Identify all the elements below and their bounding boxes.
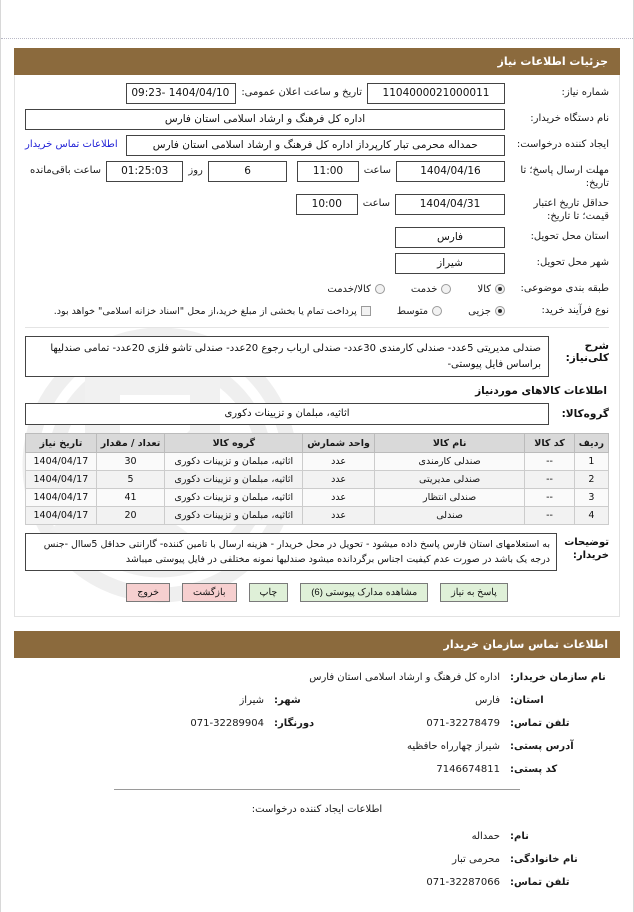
row-delivery-city: [25, 253, 609, 275]
cell-unit: عدد: [303, 489, 375, 507]
cell-name: صندلی: [374, 507, 524, 525]
th-name: نام کالا: [374, 434, 524, 453]
row-delivery-province: [25, 227, 609, 249]
radio-category-goods-service[interactable]: [327, 284, 385, 295]
reply-deadline-label: مهلت ارسال پاسخ؛ تا تاریخ:: [520, 165, 609, 189]
public-announce-value: 1404/04/10 -09:23: [126, 83, 236, 104]
creator-first-name-label: نام:: [510, 831, 529, 843]
row-contact-postal: [14, 764, 620, 775]
radio-medium-label: متوسط: [396, 305, 429, 317]
cell-group: اثاثیه، مبلمان و تزیینات دکوری: [165, 471, 303, 489]
th-group: گروه کالا: [165, 434, 303, 453]
print-button[interactable]: چاپ: [249, 583, 289, 602]
radio-minor-label: جزیی: [468, 305, 491, 317]
row-contact-phone-fax: [14, 718, 620, 729]
need-details-panel: [14, 75, 620, 617]
row-price-validity: [25, 194, 609, 223]
radio-service-label: خدمت: [410, 283, 438, 295]
goods-table: [25, 433, 609, 525]
creator-phone-label: تلفن تماس:: [510, 877, 570, 889]
contact-address-value: شیراز چهارراه حافظیه: [407, 741, 500, 753]
radio-purchase-minor[interactable]: [468, 306, 505, 317]
table-row[interactable]: [26, 489, 609, 507]
cell-date: 1404/04/17: [26, 453, 97, 471]
category-label: طبقه بندی موضوعی:: [520, 282, 609, 294]
need-summary-label: شرح کلی‌نیاز:: [565, 340, 609, 364]
page-title: جزئیات اطلاعات نیاز: [497, 55, 608, 68]
need-summary-value: صندلی مدیریتی 5عدد- صندلی کارمندی 30عدد- صندلی ارباب رجوع 20عدد- صندلی تاشو فلزی 20عدد- تمامی صندلیها براساس فایل پیوستی-: [25, 336, 549, 377]
th-qty: تعداد / مقدار: [96, 434, 165, 453]
delivery-city-label: شهر محل تحویل:: [536, 257, 609, 268]
cell-name: صندلی مدیریتی: [374, 471, 524, 489]
contact-divider: [114, 789, 520, 790]
radio-category-goods[interactable]: [477, 284, 505, 295]
price-validity-time-label: ساعت: [362, 198, 390, 209]
row-creator-first-name: [14, 831, 620, 842]
cell-group: اثاثیه، مبلمان و تزیینات دکوری: [165, 453, 303, 471]
radio-service-icon: [441, 284, 451, 294]
contact-section-title: اطلاعات تماس سازمان خریدار: [443, 638, 608, 652]
page-title-bar: [14, 48, 620, 75]
creator-first-name-value: حمداله: [471, 831, 500, 843]
cell-date: 1404/04/17: [26, 489, 97, 507]
reply-deadline-date: 1404/04/16: [396, 161, 505, 182]
th-code: کد کالا: [525, 434, 574, 453]
row-buyer-notes: [25, 533, 609, 571]
cell-row: 1: [574, 453, 608, 471]
cell-name: صندلی کارمندی: [374, 453, 524, 471]
radio-goods-label: کالا: [477, 283, 491, 295]
cell-qty: 20: [96, 507, 165, 525]
view-attachments-button[interactable]: مشاهده مدارک پیوستی (6): [300, 583, 428, 602]
radio-purchase-medium[interactable]: [397, 306, 442, 317]
contact-city-label: شهر:: [274, 695, 301, 707]
row-need-summary: [25, 336, 609, 377]
cell-row: 3: [574, 489, 608, 507]
remaining-days-value: 6: [208, 161, 287, 182]
buyer-contact-link[interactable]: اطلاعات تماس خریدار: [25, 139, 118, 150]
delivery-province-value: فارس: [395, 227, 505, 248]
public-announce-label: تاریخ و ساعت اعلان عمومی:: [241, 87, 362, 98]
buyer-org-value: اداره کل فرهنگ و ارشاد اسلامی استان فارس: [25, 109, 505, 130]
row-contact-org: [14, 672, 620, 683]
radio-goods-icon: [495, 284, 505, 294]
remaining-days-unit: روز: [188, 165, 203, 176]
cell-row: 4: [574, 507, 608, 525]
cell-qty: 5: [96, 471, 165, 489]
contact-province-label: استان:: [510, 695, 544, 707]
buyer-notes-value: به استعلامهای استان فارس پاسخ داده میشود - تحویل در محل خریدار - هزینه ارسال با تامین کننده- گارانتی حداقل 5ساال -جنس درجه یک باشد در صورت عدم کیفیت اجناس برگردانده میشود صندلیها نمونه مختلفی در فایل پیوستی میباشد: [25, 533, 557, 571]
table-header-row: [26, 434, 609, 453]
contact-province-value: فارس: [475, 695, 500, 707]
th-row: ردیف: [574, 434, 608, 453]
delivery-province-label: استان محل تحویل:: [530, 231, 609, 242]
table-row[interactable]: [26, 453, 609, 471]
radio-goods-service-icon: [375, 284, 385, 294]
radio-minor-icon: [495, 306, 505, 316]
contact-city-value: شیراز: [239, 695, 264, 707]
price-validity-date: 1404/04/31: [395, 194, 505, 215]
cell-unit: عدد: [303, 471, 375, 489]
section-divider-1: [25, 327, 609, 328]
row-contact-address: [14, 741, 620, 752]
contact-section-bar: [14, 631, 620, 658]
cell-code: --: [525, 489, 574, 507]
cell-code: --: [525, 471, 574, 489]
treasury-checkbox-icon: [361, 306, 371, 316]
contact-address-label: آدرس پستی:: [510, 741, 574, 753]
row-creator: [25, 135, 609, 157]
table-row[interactable]: [26, 507, 609, 525]
creator-last-name-value: محرمی تبار: [452, 854, 500, 866]
row-goods-group: [25, 403, 609, 425]
row-request-number: [25, 83, 609, 105]
reply-deadline-time-label: ساعت: [363, 165, 391, 176]
remaining-time-label: ساعت باقی‌مانده: [30, 165, 102, 176]
checkbox-treasury-bonds[interactable]: [54, 306, 371, 317]
goods-section-title: اطلاعات کالاهای موردنیاز: [475, 385, 607, 397]
contact-fax-value: 071-32289904: [190, 718, 264, 730]
contact-org-value: اداره کل فرهنگ و ارشاد اسلامی استان فارس: [309, 672, 500, 684]
contact-fax-label: دورنگار:: [274, 718, 315, 730]
buyer-org-label: نام دستگاه خریدار:: [530, 113, 609, 124]
row-contact-province-city: [14, 695, 620, 706]
buyer-notes-label: توضیحات خریدار:: [564, 537, 609, 561]
exit-button[interactable]: خروج: [126, 583, 170, 602]
radio-medium-icon: [432, 306, 442, 316]
cell-unit: عدد: [303, 507, 375, 525]
contact-phone-label: تلفن تماس:: [510, 718, 570, 730]
contact-phone-value: 071-32278479: [426, 718, 500, 730]
remaining-time-value: 01:25:03: [106, 161, 183, 182]
purchase-type-label: نوع فرآیند خرید:: [541, 304, 609, 316]
delivery-city-value: شیراز: [395, 253, 505, 274]
th-unit: واحد شمارش: [303, 434, 375, 453]
contact-info-section: [14, 658, 620, 888]
radio-category-service[interactable]: [411, 284, 452, 295]
price-validity-time: 10:00: [296, 194, 358, 215]
price-validity-label: حداقل تاریخ اعتبار قیمت؛ تا تاریخ:: [533, 198, 609, 222]
action-buttons: [25, 581, 609, 610]
cell-code: --: [525, 453, 574, 471]
cell-qty: 30: [96, 453, 165, 471]
cell-group: اثاثیه، مبلمان و تزیینات دکوری: [165, 507, 303, 525]
creator-last-name-label: نام خانوادگی:: [510, 854, 578, 866]
reply-deadline-time: 11:00: [297, 161, 359, 182]
respond-to-need-button[interactable]: پاسخ به نیاز: [440, 583, 508, 602]
contact-postal-value: 7146674811: [436, 764, 500, 776]
table-row[interactable]: [26, 471, 609, 489]
creator-value: حمداله محرمی تبار کارپرداز اداره کل فرهنگ و ارشاد اسلامی استان فارس: [126, 135, 505, 156]
contact-postal-label: کد پستی:: [510, 764, 558, 776]
treasury-checkbox-label: پرداخت تمام یا بخشی از مبلغ خرید،از محل "اسناد خزانه اسلامی" خواهد بود.: [53, 305, 357, 317]
creator-phone-value: 071-32287066: [426, 877, 500, 889]
row-creator-last-name: [14, 854, 620, 865]
back-button[interactable]: بازگشت: [182, 583, 236, 602]
cell-name: صندلی انتظار: [374, 489, 524, 507]
th-date: تاریخ نیاز: [26, 434, 97, 453]
row-creator-phone: [14, 877, 620, 888]
goods-group-label: گروه‌کالا:: [561, 408, 609, 420]
request-number-value: 1104000021000011: [367, 83, 505, 104]
contact-org-label: نام سازمان خریدار:: [510, 672, 606, 684]
request-number-label: شماره نیاز:: [561, 87, 609, 98]
cell-unit: عدد: [303, 453, 375, 471]
row-reply-deadline: [25, 161, 609, 190]
cell-group: اثاثیه، مبلمان و تزیینات دکوری: [165, 489, 303, 507]
cell-code: --: [525, 507, 574, 525]
cell-qty: 41: [96, 489, 165, 507]
creator-section-title: اطلاعات ایجاد کننده درخواست:: [251, 804, 383, 816]
cell-date: 1404/04/17: [26, 471, 97, 489]
goods-group-value: اثاثیه، مبلمان و تزیینات دکوری: [25, 403, 549, 425]
row-category: [25, 279, 609, 299]
row-buyer-org: [25, 109, 609, 131]
cell-date: 1404/04/17: [26, 507, 97, 525]
radio-goods-service-label: کالا/خدمت: [327, 283, 371, 295]
cell-row: 2: [574, 471, 608, 489]
creator-label: ایجاد کننده درخواست:: [516, 139, 609, 150]
row-purchase-type: [25, 301, 609, 321]
